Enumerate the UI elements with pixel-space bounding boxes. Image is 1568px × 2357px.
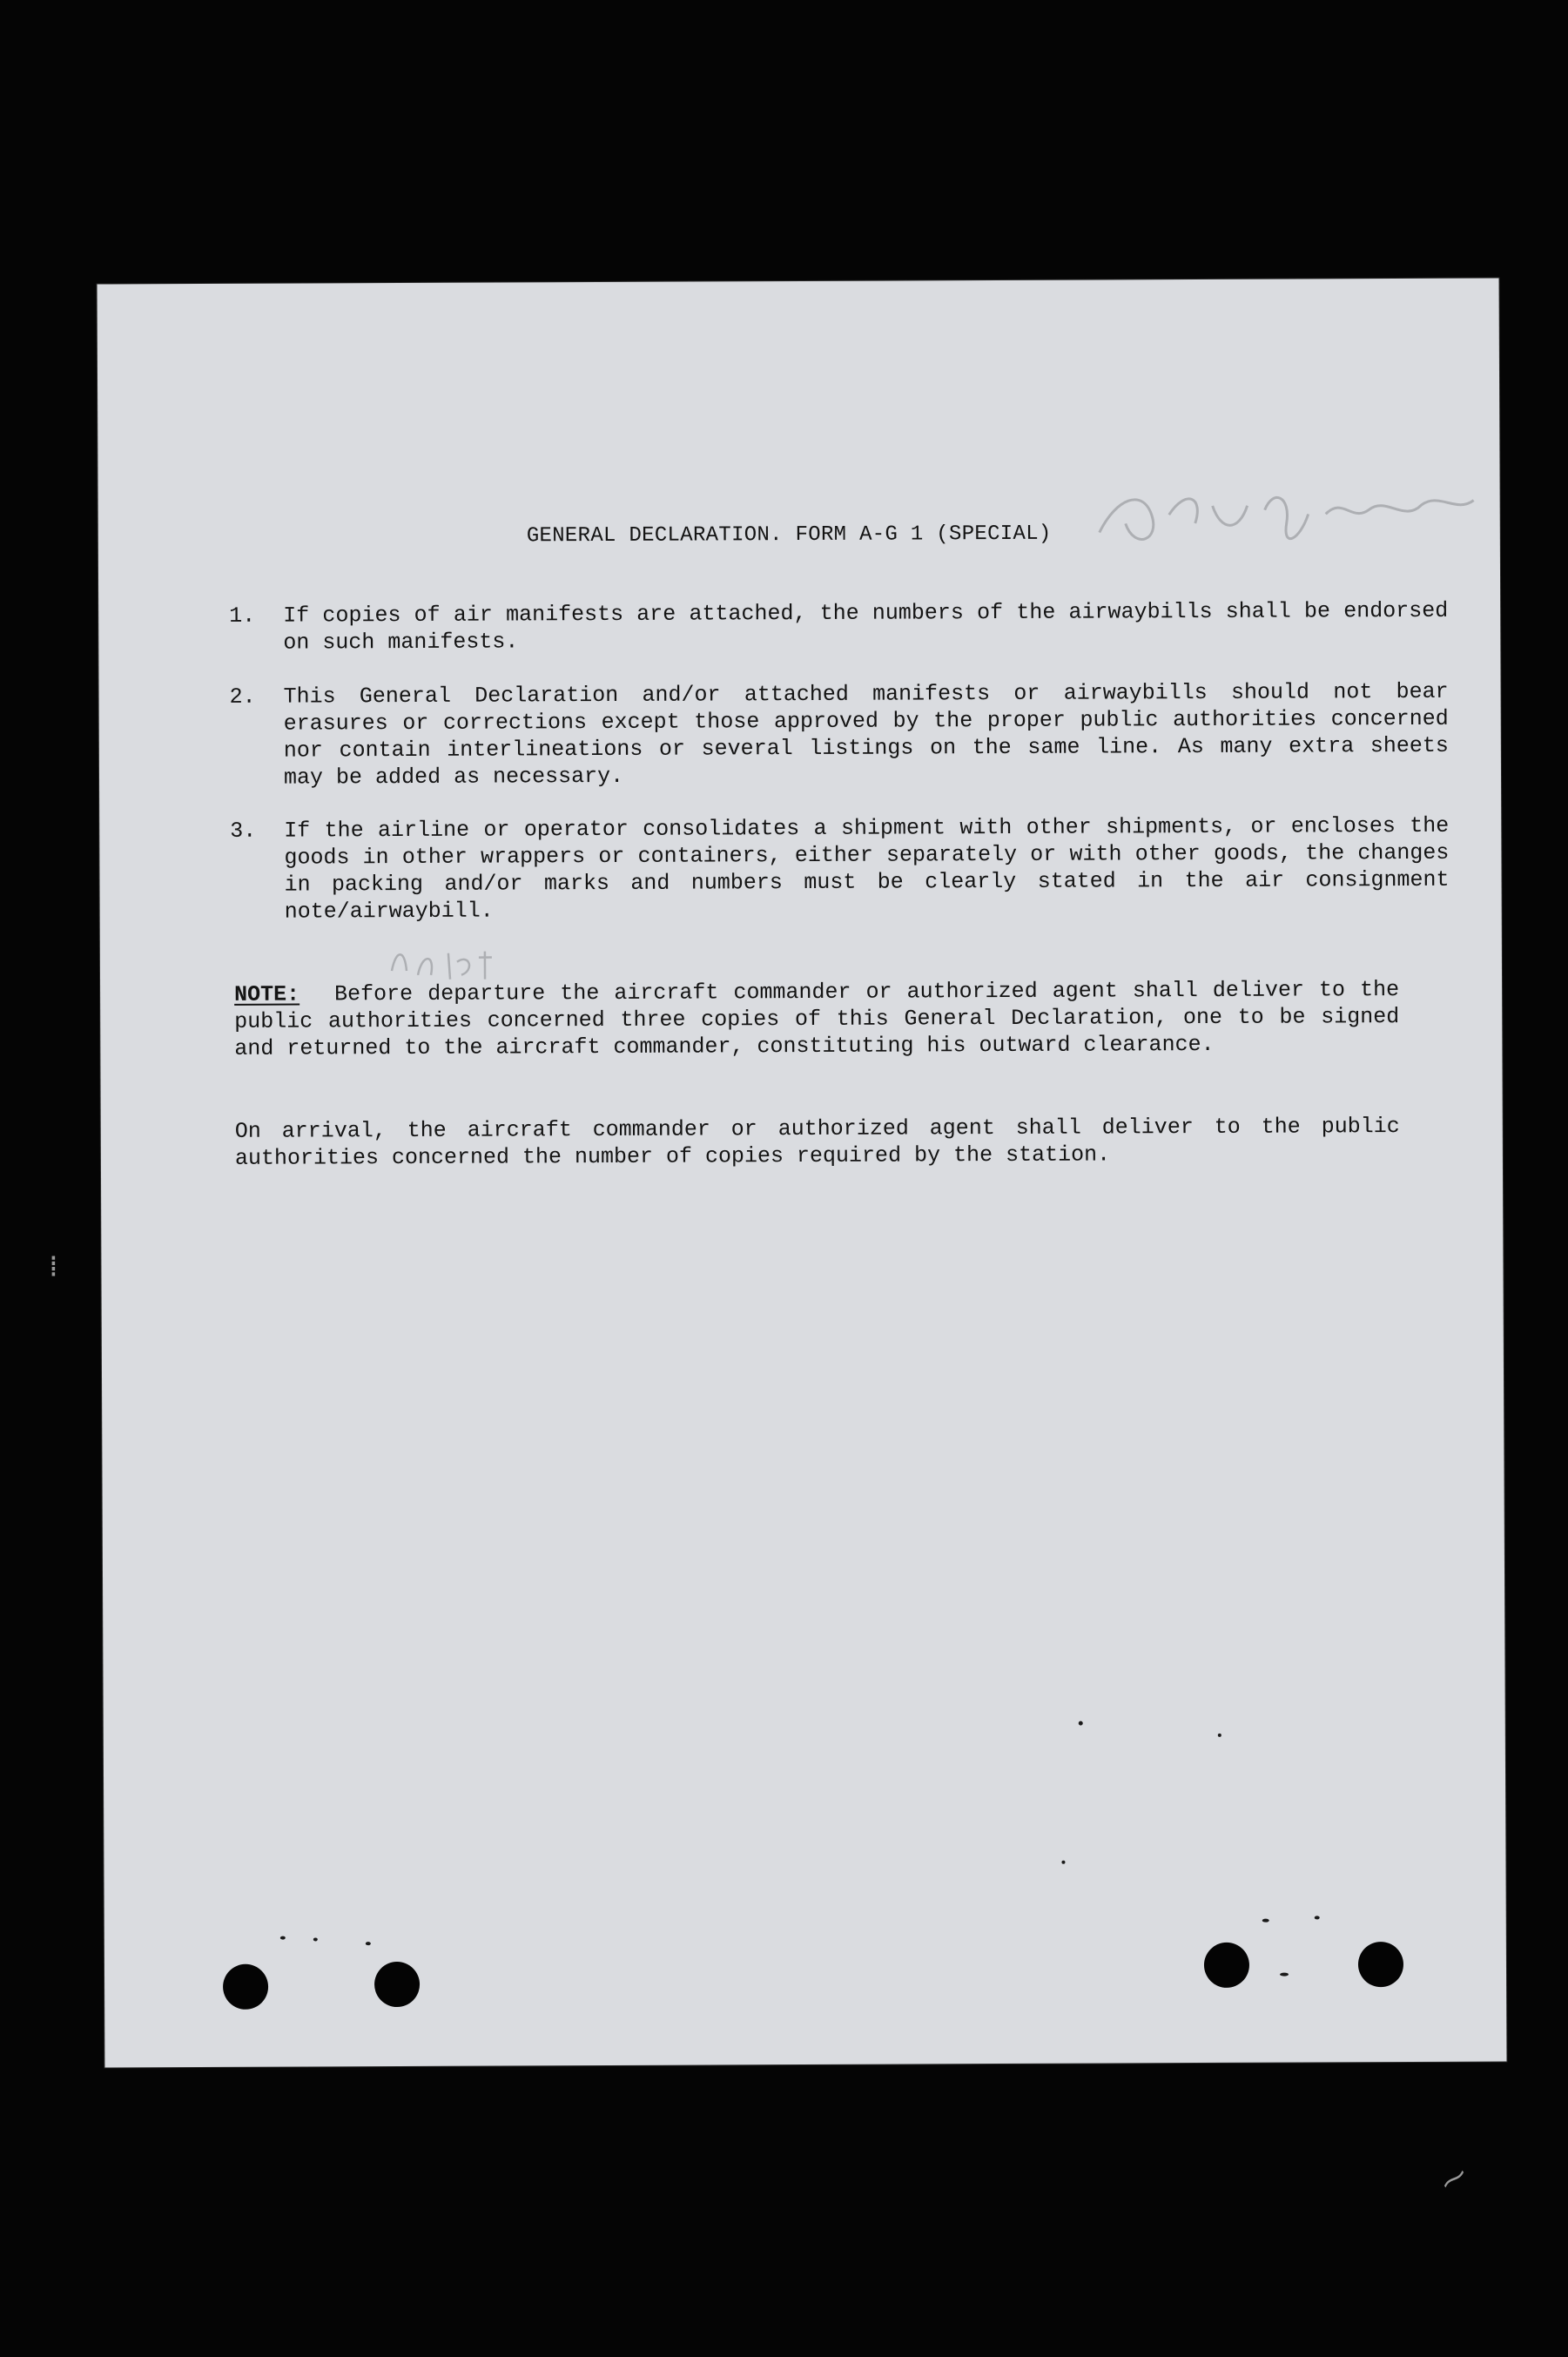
scan-speck — [1218, 1734, 1221, 1737]
scan-speck — [366, 1942, 371, 1945]
punch-hole — [374, 1962, 420, 2007]
note-label: NOTE: — [234, 981, 300, 1007]
page-title: GENERAL DECLARATION. FORM A-G 1 (SPECIAL) — [526, 522, 1052, 549]
item-text: This General Declaration and/or attached manifests or airwaybills should not bear erasures or corrections except those approved by the proper public authorities concerned nor contain interlineations or several listings on the same line. As many extra sheets may be added as necessary. — [283, 678, 1449, 791]
scan-speck — [1280, 1973, 1289, 1977]
item-number: 2. — [229, 684, 256, 710]
scan-artifact: ⁓ — [1434, 2158, 1474, 2199]
scan-speck — [1262, 1919, 1269, 1923]
arrival-text: On arrival, the aircraft commander or authorized agent shall deliver to the public authorities concerned the number of copies required by the station. — [234, 1114, 1400, 1171]
list-item — [229, 597, 1491, 656]
scan-speck — [1061, 1861, 1065, 1864]
list-item — [229, 678, 1492, 791]
scan-artifact: ⁞ — [49, 1249, 58, 1284]
handwritten-scribble — [1090, 461, 1500, 567]
note-paragraph — [234, 976, 1399, 1062]
item-number: 1. — [229, 603, 256, 629]
list-item — [230, 812, 1492, 925]
arrival-paragraph — [235, 1113, 1400, 1172]
punch-hole — [1358, 1942, 1403, 1987]
scan-speck — [280, 1936, 286, 1940]
punch-hole — [1204, 1943, 1249, 1988]
punch-hole — [223, 1964, 268, 2010]
item-text: If the airline or operator consolidates a shipment with other shipments, or encloses the goods in other wrappers or containers, either separately or with other goods, the changes in packing and/or marks and numbers must be clearly stated in the air consignment note/airwaybill. — [284, 812, 1450, 925]
item-number: 3. — [230, 818, 257, 844]
note-text: Before departure the aircraft commander or authorized agent shall deliver to the public authorities concerned three copies of this General Declaration, one to be signed and returned to the aircraft commander, constituting his outward clearance. — [234, 977, 1400, 1061]
scan-speck — [1079, 1721, 1083, 1726]
document-page — [98, 278, 1507, 2067]
scan-speck — [313, 1937, 318, 1941]
scan-speck — [1315, 1916, 1320, 1919]
item-text: If copies of air manifests are attached, the numbers of the airwaybills shall be endorsed on such manifests. — [283, 597, 1449, 656]
